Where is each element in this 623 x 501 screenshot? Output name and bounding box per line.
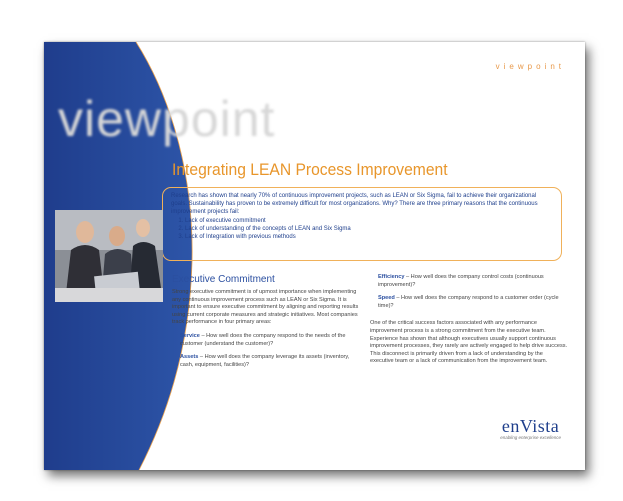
- business-meeting-photo: [55, 210, 163, 302]
- reason-item: 3. Lack of Integration with previous methods: [185, 233, 553, 241]
- area-speed: [378, 295, 568, 310]
- header-label: viewpoint: [495, 62, 565, 71]
- photo-illustration: [55, 210, 163, 302]
- area-text: – How well does the company control costs (continuous improvement)?: [378, 274, 544, 288]
- reasons-list: [171, 217, 553, 242]
- watermark-text: viewpoint: [58, 91, 276, 147]
- section-intro: Strong executive commitment is of upmost importance when implementing any continuous improvement process such as LEAN or Six Sigma. It is important to ensure executive commitment by aligning and reporting results using current corporate measures and strategic initiatives. Most companies track performance in four primary areas:: [172, 289, 359, 326]
- closing-paragraph: One of the critical success factors associated with any performance improvement process is a strong commitment from the executive team. Experience has shown that although executives usually support continuous improvement processes, they rarely are actively engaged to help drive success. This disconnect is primarily driven from a lack of understanding by the executive team or a lack of communication from the improvement team.: [370, 320, 568, 365]
- area-label: Assets: [180, 354, 199, 361]
- reason-item: 1. Lack of executive commitment: [185, 217, 553, 225]
- left-column: [172, 274, 360, 369]
- page-title: Integrating LEAN Process Improvement: [172, 160, 448, 179]
- envista-logo: [500, 416, 561, 440]
- document-page: [44, 42, 585, 470]
- area-service: [180, 333, 360, 348]
- logo-name: enVista: [501, 416, 560, 436]
- area-assets: [180, 354, 360, 369]
- area-label: Speed: [378, 295, 395, 302]
- area-efficiency: [378, 274, 568, 289]
- right-column: [370, 274, 568, 366]
- area-label: Service: [180, 332, 200, 339]
- area-label: Efficiency: [378, 274, 405, 280]
- area-text: – How well does the company leverage its assets (inventory, cash, equipment, facilities)?: [180, 354, 350, 368]
- callout-intro: Research has shown that nearly 70% of continuous improvement projects, such as LEAN or Six Sigma, fail to achieve their organizational goals. Sustainability has proven to be extremely difficult for most organizations. Why? There are three primary reasons that the continuous improvement projects fail:: [171, 193, 538, 216]
- logo-tagline: enabling enterprise excellence: [500, 435, 561, 440]
- research-callout: [162, 187, 562, 261]
- area-text: – How well does the company respond to the needs of the customer (understand the customer)?: [180, 332, 346, 347]
- reason-item: 2. Lack of understanding of the concepts of LEAN and Six Sigma: [185, 225, 553, 233]
- area-text: – How well does the company respond to a customer order (cycle time)?: [378, 295, 559, 309]
- section-heading: Executive Commitment: [172, 274, 275, 285]
